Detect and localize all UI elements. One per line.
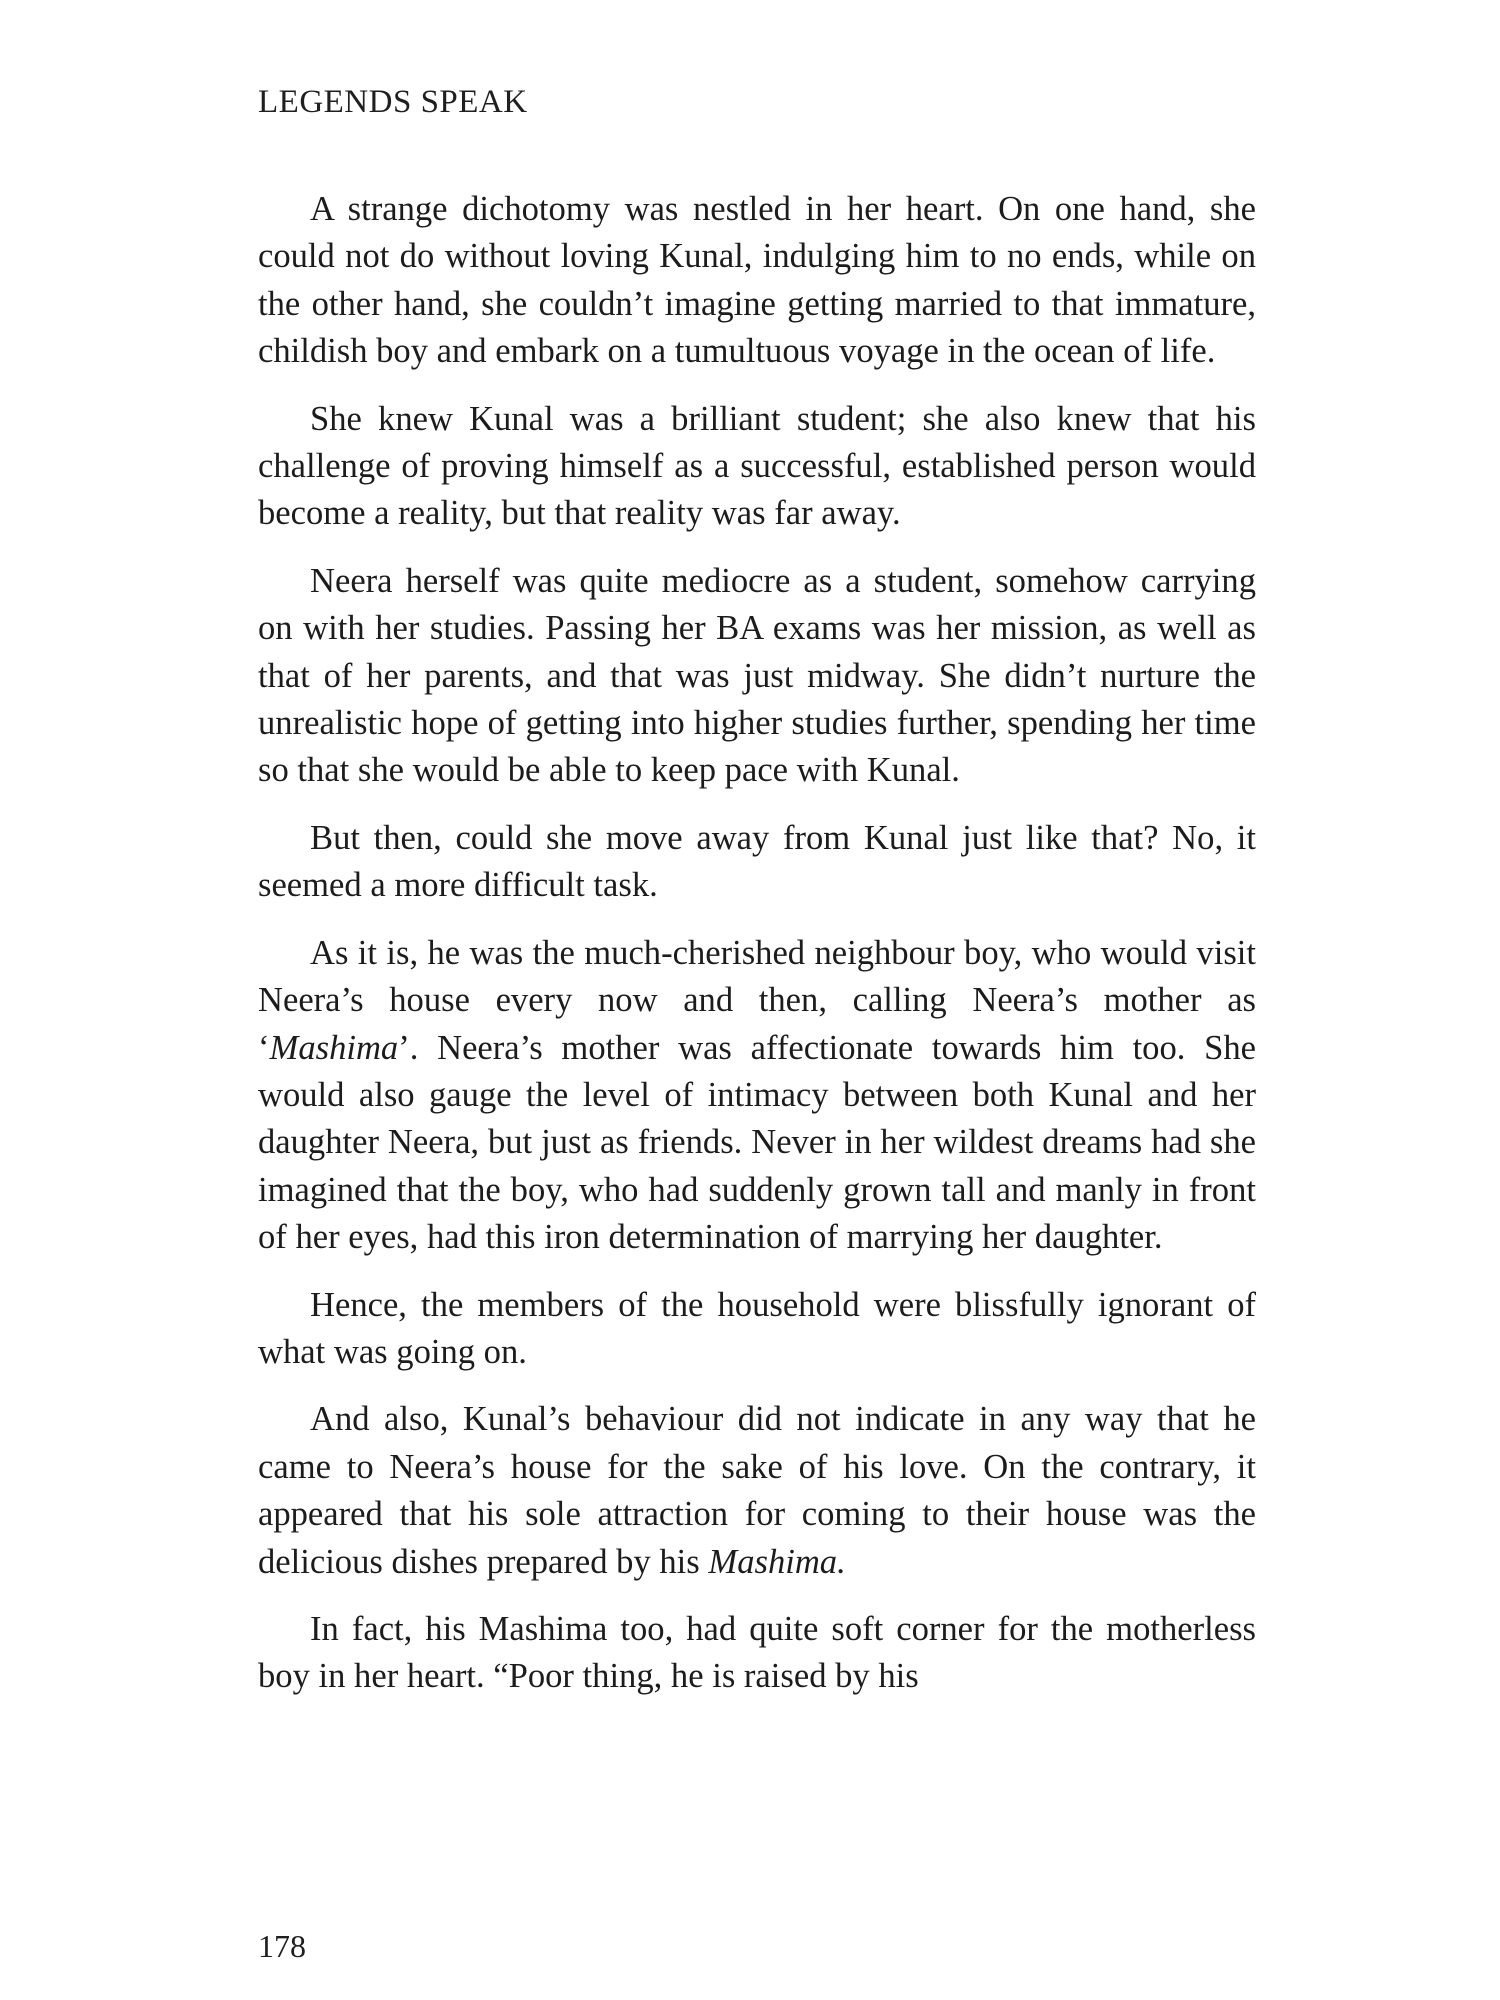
paragraph-3: [258, 558, 1256, 795]
italic-term-mashima: Mashima: [269, 1028, 399, 1067]
paragraph-5: [258, 930, 1256, 1262]
paragraph-text: As it is, he was the much-cherished neighbour boy, who would visit Neera’s house every now and then, calling Neera’s mother as ‘: [258, 933, 1256, 1067]
paragraph-text: And also, Kunal’s behaviour did not indicate in any way that he came to Neera’s house for the sake of his love. On the contrary, it appeared that his sole attraction for coming to their house was the delicious dishes prepared by his: [258, 1400, 1256, 1581]
paragraph-7: [258, 1396, 1256, 1586]
paragraph-6: [258, 1282, 1256, 1377]
paragraph-2: [258, 396, 1256, 538]
paragraph-1: [258, 186, 1256, 376]
italic-term-mashima: Mashima.: [708, 1542, 846, 1581]
paragraph-text: ’. Neera’s mother was affectionate towards him too. She would also gauge the level of intimacy between both Kunal and her daughter Neera, but just as friends. Never in her wildest dreams had she imagined that the boy, who had suddenly grown tall and manly in front of her eyes, had this iron determination of marrying her daughter.: [258, 1028, 1256, 1257]
body-text: [258, 186, 1256, 1721]
paragraph-text: Neera herself was quite mediocre as a student, somehow carrying on with her studies. Passing her BA exams was her mission, as well as that of her parents, and that was just midway. She didn’t nurture the unrealistic hope of getting into higher studies further, spending her time so that she would be able to keep pace with Kunal.: [258, 561, 1256, 790]
paragraph-text: A strange dichotomy was nestled in her heart. On one hand, she could not do without loving Kunal, indulging him to no ends, while on the other hand, she couldn’t imagine getting married to that immature, childish boy and embark on a tumultuous voyage in the ocean of life.: [258, 190, 1256, 371]
paragraph-text: In fact, his Mashima too, had quite soft corner for the motherless boy in her heart. “Poor thing, he is raised by his: [258, 1609, 1256, 1696]
running-head: LEGENDS SPEAK: [258, 84, 528, 120]
paragraph-text: But then, could she move away from Kunal just like that? No, it seemed a more difficult task.: [258, 818, 1256, 905]
page-number: 178: [258, 1928, 306, 1964]
paragraph-8: [258, 1606, 1256, 1701]
paragraph-4: [258, 815, 1256, 910]
paragraph-text: She knew Kunal was a brilliant student; she also knew that his challenge of proving himself as a successful, established person would become a reality, but that reality was far away.: [258, 399, 1256, 533]
paragraph-text: Hence, the members of the household were blissfully ignorant of what was going on.: [258, 1285, 1256, 1371]
